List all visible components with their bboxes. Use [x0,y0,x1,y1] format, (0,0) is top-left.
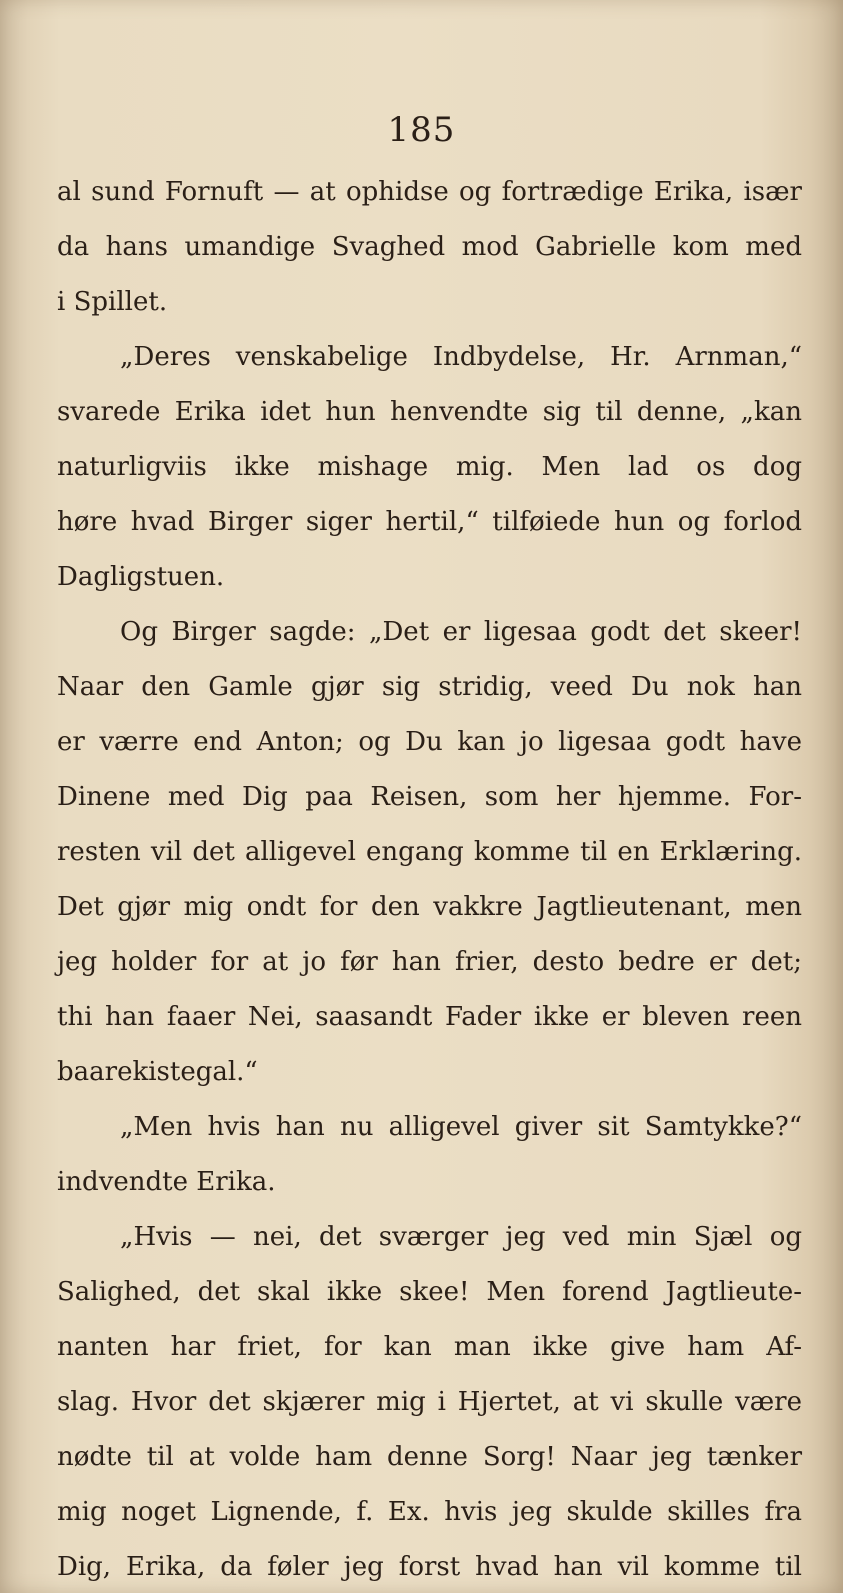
text-line: Naar den Gamle gjør sig stridig, veed Du nok han [57,672,802,702]
text-line: i Spillet. [57,287,168,317]
text-line: Dagligstuen. [57,562,225,592]
text-line: Salighed, det skal ikke skee! Men forend Jagtlieute- [57,1277,802,1307]
text-line: da hans umandige Svaghed mod Gabrielle kom med [57,232,802,262]
text-line: indvendte Erika. [57,1167,276,1197]
text-line: Det gjør mig ondt for den vakkre Jagtlieutenant, men [57,892,802,922]
text-line: nanten har friet, for kan man ikke give ham Af- [57,1332,802,1362]
text-line: naturligviis ikke mishage mig. Men lad os dog [57,452,802,482]
text-line: er værre end Anton; og Du kan jo ligesaa godt have [57,727,802,757]
text-line: baarekistegal.“ [57,1057,258,1087]
text-line: mig noget Lignende, f. Ex. hvis jeg skulde skilles fra [57,1497,802,1527]
text-line: Og Birger sagde: „Det er ligesaa godt det skeer! [120,617,802,647]
text-line: „Men hvis han nu alligevel giver sit Samtykke?“ [120,1112,802,1142]
text-line: Dig, Erika, da føler jeg forst hvad han vil komme til [57,1552,802,1582]
text-line: høre hvad Birger siger hertil,“ tilføiede hun og forlod [57,507,802,537]
text-line: jeg holder for at jo før han frier, desto bedre er det; [57,947,802,977]
text-line: thi han faaer Nei, saasandt Fader ikke er bleven reen [57,1002,802,1032]
text-line: Dinene med Dig paa Reisen, som her hjemme. For- [57,782,802,812]
text-line: „Hvis — nei, det sværger jeg ved min Sjæl og [120,1222,802,1252]
text-line: svarede Erika idet hun henvendte sig til denne, „kan [57,397,802,427]
text-line: resten vil det alligevel engang komme til en Erklæring. [57,837,802,867]
text-line: „Deres venskabelige Indbydelse, Hr. Arnman,“ [120,342,802,372]
page-number: 185 [387,110,456,150]
text-line: slag. Hvor det skjærer mig i Hjertet, at vi skulle være [57,1387,802,1417]
text-line: nødte til at volde ham denne Sorg! Naar jeg tænker [57,1442,802,1472]
text-line: al sund Fornuft — at ophidse og fortrædige Erika, især [57,177,802,207]
